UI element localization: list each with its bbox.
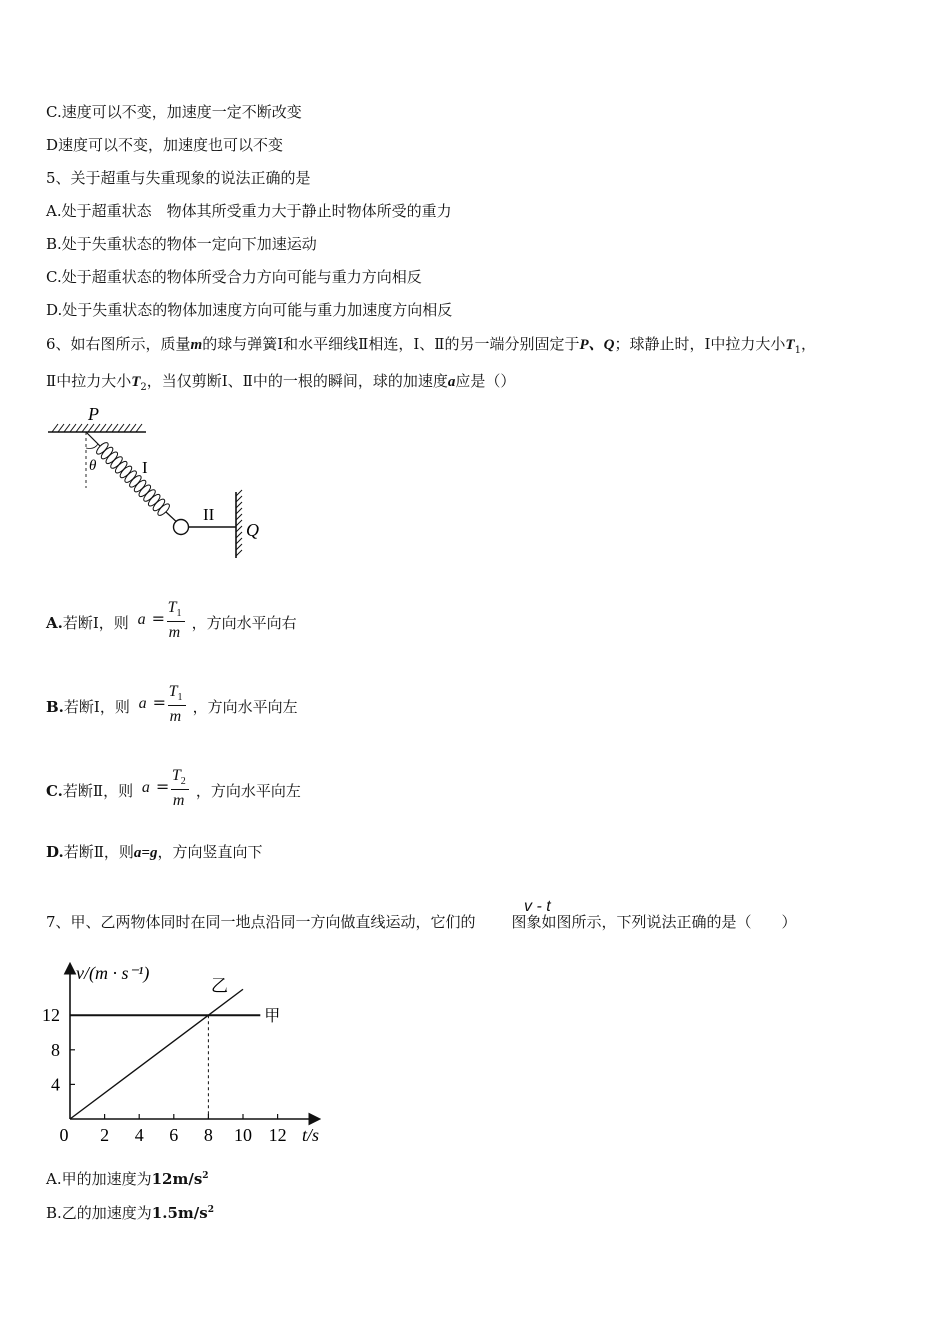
q6-stem-line1: 6、如右图所示，质量m的球与弹簧Ⅰ和水平细线Ⅱ相连，Ⅰ、Ⅱ的另一端分别固定于P、Q；球静止时，Ⅰ中拉力大小$T_1$， bbox=[46, 335, 816, 356]
q5-option-d: D.处于失重状态的物体加速度方向可能与重力加速度方向相反 bbox=[46, 301, 453, 319]
legend-jia: 甲 bbox=[264, 1008, 281, 1026]
q6-option-a: A.若断Ⅰ，则 a = $T_1$ m ，方向水平向右 bbox=[46, 604, 297, 644]
label-theta: θ bbox=[89, 458, 97, 474]
vt-symbol: v - t bbox=[524, 898, 551, 915]
q5-stem: 5、关于超重与失重现象的说法正确的是 bbox=[46, 169, 311, 187]
label-q: Q bbox=[246, 520, 259, 540]
formula-a: a = $T_1$ m bbox=[138, 604, 188, 644]
q6-mass-symbol: m bbox=[190, 337, 203, 353]
q7-option-a: A.甲的加速度为$12m/s^2$ bbox=[46, 1170, 209, 1188]
label-string: II bbox=[203, 505, 215, 524]
legend-yi: 乙 bbox=[211, 976, 228, 996]
y-axis-label: v/(m · s⁻¹) bbox=[76, 963, 150, 983]
q5-option-a: A.处于超重状态 物体其所受重力大于静止时物体所受的重力 bbox=[46, 202, 452, 220]
q4-option-d: D速度可以不变，加速度也可以不变 bbox=[46, 136, 284, 154]
formula-c: a = $T_2$ m bbox=[142, 772, 192, 812]
x-tick-label: 10 bbox=[234, 1125, 252, 1145]
q7-stem: 7、甲、乙两物体同时在同一地点沿同一方向做直线运动，它们的 图象如图所示，下列说法正确的是（ ） bbox=[46, 913, 797, 931]
label-p: P bbox=[88, 404, 99, 424]
q7-option-b: B.乙的加速度为$1.5m/s^2$ bbox=[46, 1204, 214, 1222]
spring-ball-figure bbox=[40, 400, 280, 565]
vt-chart bbox=[40, 955, 340, 1155]
y-tick-label: 8 bbox=[51, 1039, 60, 1060]
q6-option-c: C.若断Ⅱ，则 a = $T_2$ m ，方向水平向左 bbox=[46, 772, 301, 812]
q6-pq-symbols: P、Q bbox=[579, 337, 615, 353]
q4-option-c: C.速度可以不变，加速度一定不断改变 bbox=[46, 103, 302, 121]
x-tick-label: 2 bbox=[100, 1125, 110, 1145]
x-tick-label: 8 bbox=[203, 1125, 213, 1145]
label-spring: I bbox=[142, 458, 148, 477]
spring-coil bbox=[95, 441, 171, 517]
q5-option-c: C.处于超重状态的物体所受合力方向可能与重力方向相反 bbox=[46, 268, 422, 286]
x-tick-label: 12 bbox=[268, 1125, 287, 1145]
x-tick-label: 6 bbox=[169, 1125, 179, 1145]
q5-option-b: B.处于失重状态的物体一定向下加速运动 bbox=[46, 235, 317, 253]
y-tick-label: 4 bbox=[51, 1074, 60, 1095]
x-tick-label: 4 bbox=[134, 1125, 144, 1145]
ball bbox=[174, 520, 189, 535]
q6-option-d: D.若断Ⅱ，则a=g，方向竖直向下 bbox=[46, 843, 263, 861]
x-tick-label: 0 bbox=[59, 1125, 69, 1145]
formula-b: a = $T_1$ m bbox=[139, 688, 189, 728]
q6-option-b: B.若断Ⅰ，则 a = $T_1$ m ，方向水平向左 bbox=[46, 688, 298, 728]
y-tick-label: 12 bbox=[42, 1005, 60, 1026]
x-axis-label: t/s bbox=[302, 1125, 320, 1145]
q6-stem-line2: Ⅱ中拉力大小$T_2$，当仅剪断Ⅰ、Ⅱ中的一根的瞬间，球的加速度a应是（） bbox=[46, 372, 516, 393]
series-line-yi bbox=[70, 989, 243, 1119]
